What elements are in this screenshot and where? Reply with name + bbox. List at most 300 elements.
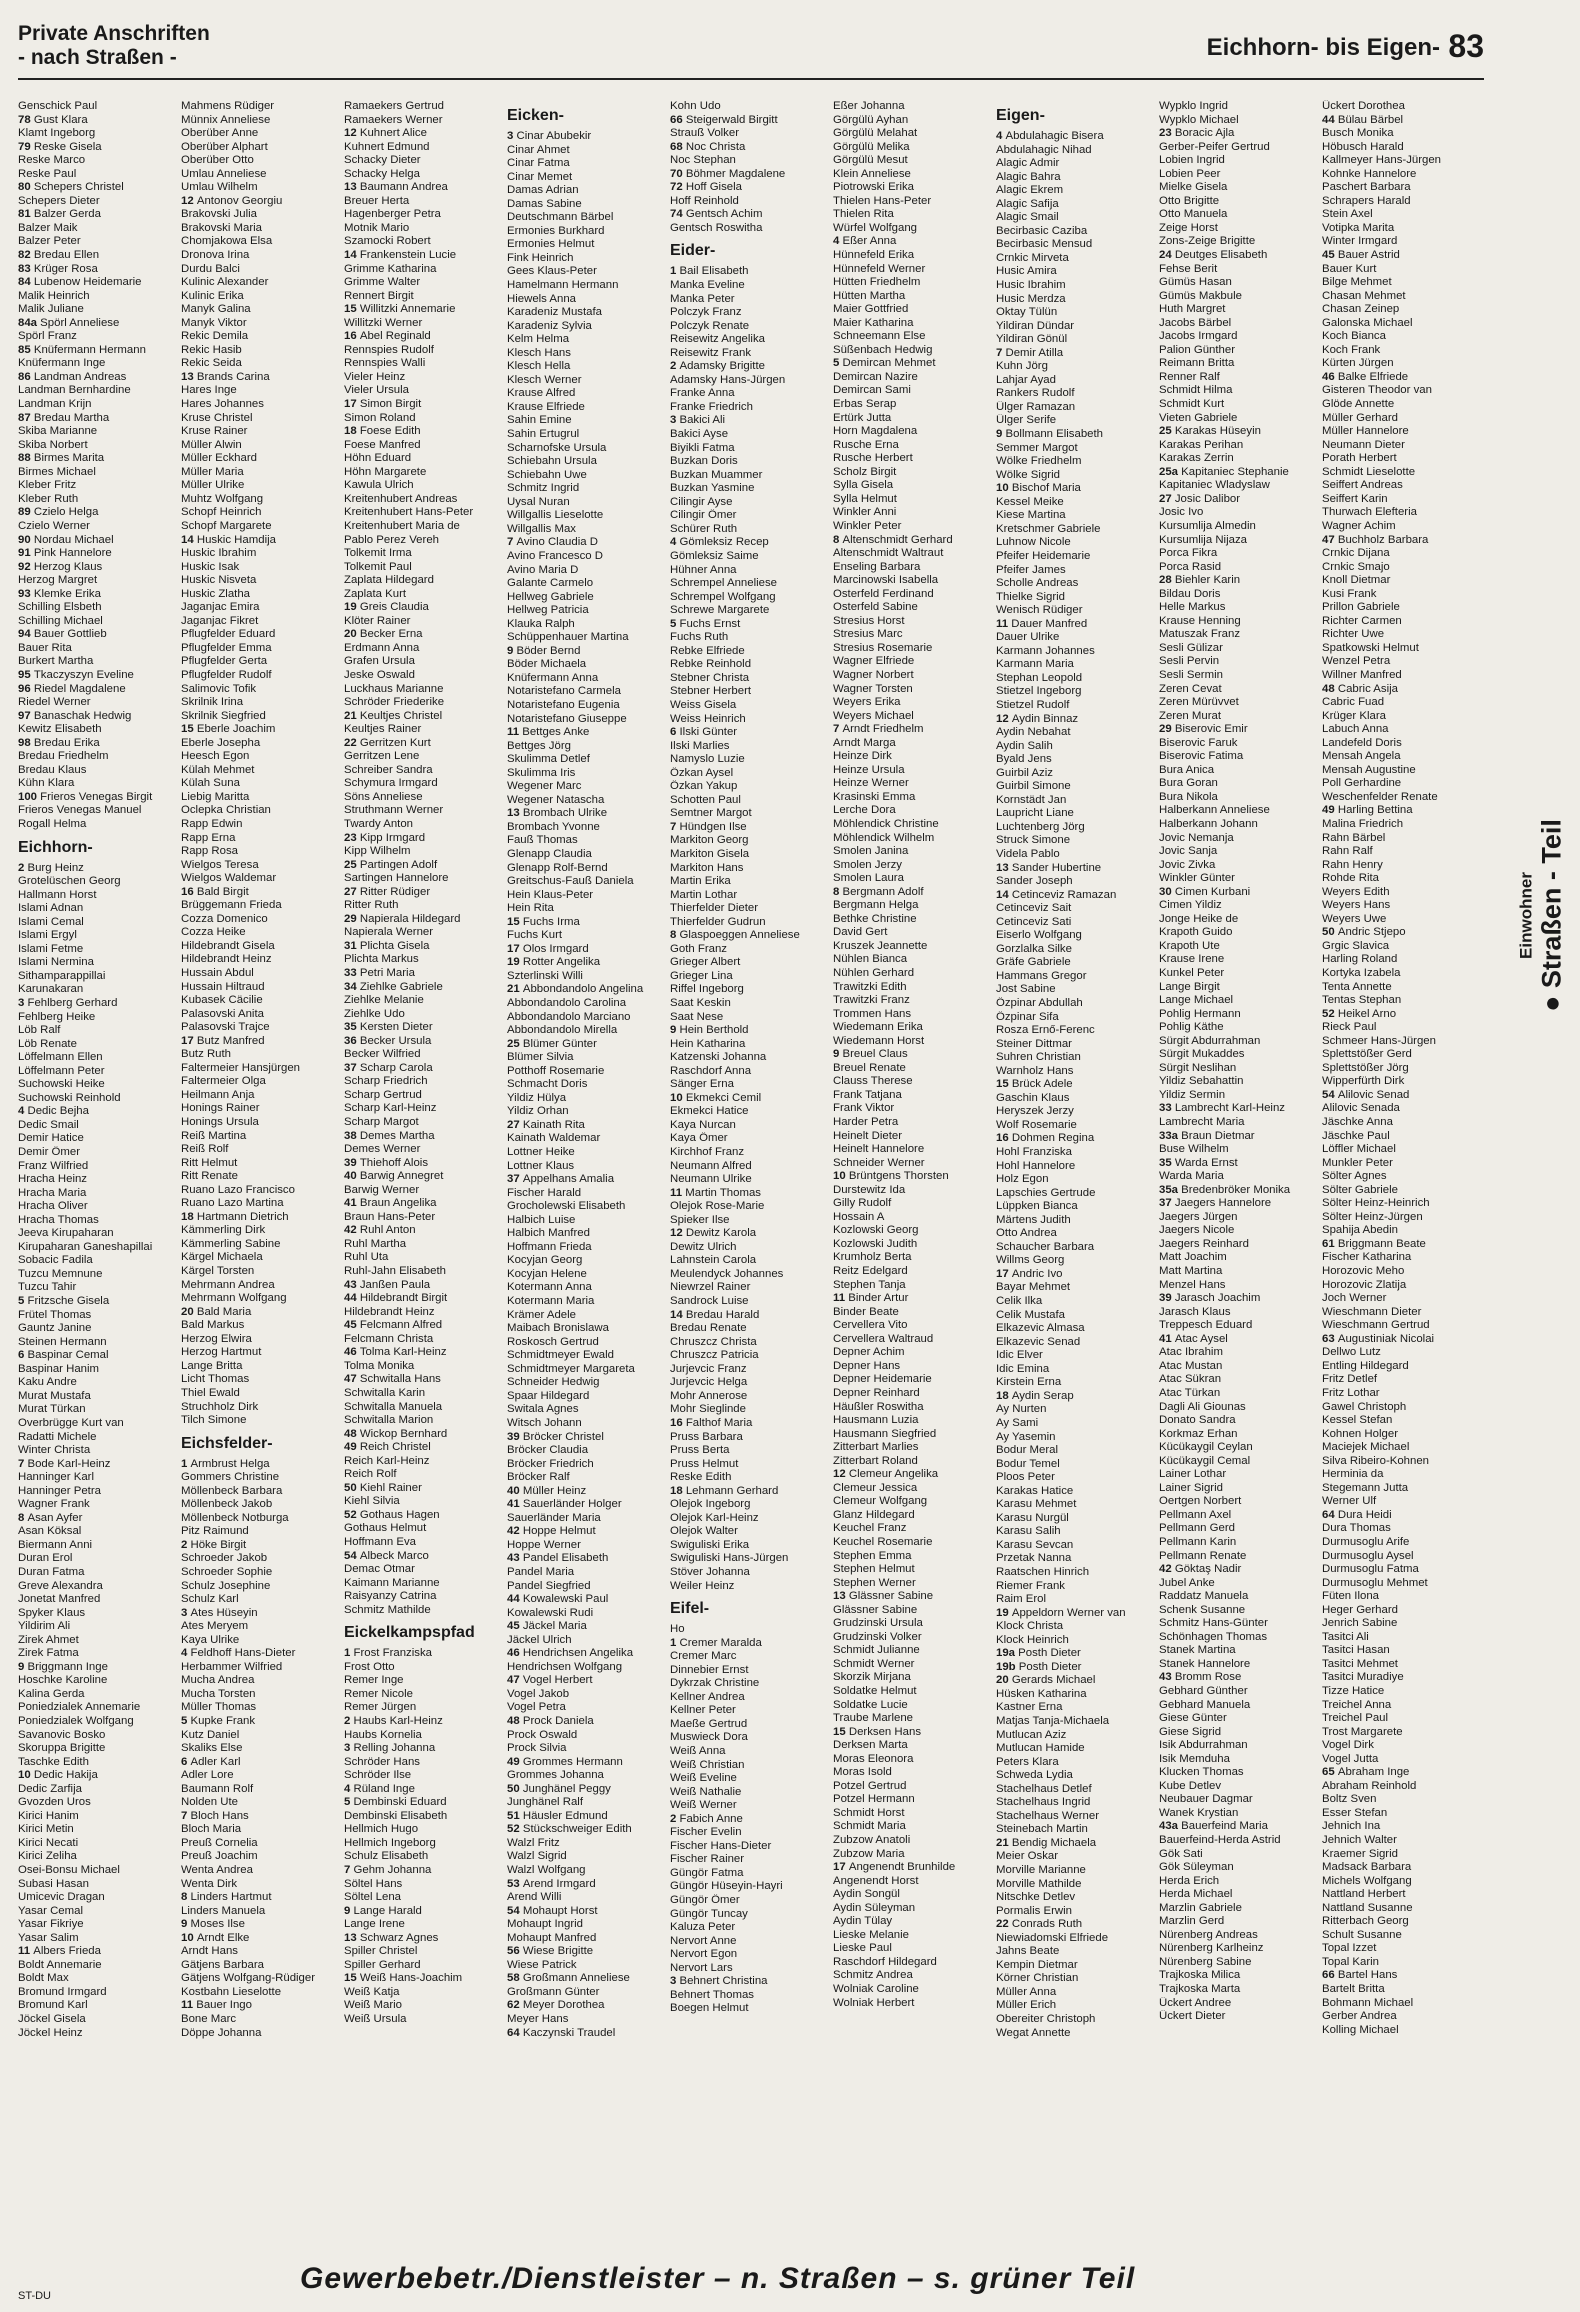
resident-entry: Nervort Egon xyxy=(670,1948,738,1961)
resident-entry: Entling Hildegard xyxy=(1322,1359,1409,1372)
resident-entry: Cinar Memet xyxy=(507,170,573,183)
resident-entry: Biserovic Faruk xyxy=(1159,736,1238,749)
resident-entry: Lottner Klaus xyxy=(507,1159,575,1172)
resident-entry: Wölke Sigrid xyxy=(996,468,1060,481)
resident-entry: Meyer Hans xyxy=(507,2013,569,2026)
resident-entry: Gawel Christoph xyxy=(1322,1400,1407,1413)
resident-entry: Karmann Johannes xyxy=(996,644,1095,657)
resident-entry: 33 Lambrecht Karl-Heinz xyxy=(1159,1102,1285,1115)
resident-entry: Abdulahagic Nihad xyxy=(996,143,1092,156)
resident-entry: Scharp Gertrud xyxy=(344,1088,422,1101)
resident-entry: Hellmich Hugo xyxy=(344,1823,419,1836)
resident-entry: Thurwach Elefteria xyxy=(1322,506,1417,519)
resident-entry: Frieros Venegas Manuel xyxy=(18,804,142,817)
resident-entry: Sänger Erna xyxy=(670,1078,734,1091)
resident-entry: 27 Josic Dalibor xyxy=(1159,492,1241,505)
resident-entry: 18 Lehmann Gerhard xyxy=(670,1484,779,1497)
resident-entry: Ekmekci Hatice xyxy=(670,1105,749,1118)
resident-entry: Galonska Michael xyxy=(1322,316,1413,329)
resident-entry: Nürenberg Andreas xyxy=(1159,1928,1258,1941)
resident-entry: Huskic Zlatha xyxy=(181,587,251,600)
resident-entry: Glenapp Rolf-Bernd xyxy=(507,861,608,874)
resident-entry: Mielke Gisela xyxy=(1159,181,1228,194)
resident-entry: Guirbil Aziz xyxy=(996,766,1053,779)
resident-entry: Kowalewski Rudi xyxy=(507,1606,594,1619)
resident-entry: Schopf Margarete xyxy=(181,519,272,532)
resident-entry: Pruss Barbara xyxy=(670,1430,743,1443)
resident-entry: Steinebach Martin xyxy=(996,1823,1088,1836)
resident-entry: Müller Eckhard xyxy=(181,452,257,465)
resident-entry: Heinelt Dieter xyxy=(833,1129,903,1142)
resident-entry: 2 Höke Birgit xyxy=(181,1538,247,1551)
resident-entry: Strauß Volker xyxy=(670,127,740,140)
resident-entry: Polczyk Franz xyxy=(670,306,742,319)
resident-entry: Mehrmann Wolfgang xyxy=(181,1292,287,1305)
resident-entry: 5 Fritzsche Gisela xyxy=(18,1295,110,1308)
resident-entry: 4 Abdulahagic Bisera xyxy=(996,130,1104,142)
resident-entry: Marzlin Gabriele xyxy=(1159,1901,1242,1914)
resident-entry: Willms Georg xyxy=(996,1254,1065,1267)
resident-entry: Enseling Barbara xyxy=(833,560,921,573)
resident-entry: Rahn Henry xyxy=(1322,858,1383,871)
resident-entry: Gebhard Günther xyxy=(1159,1684,1248,1697)
resident-entry: Wölke Friedhelm xyxy=(996,455,1082,468)
resident-entry: 17 Andric Ivo xyxy=(996,1267,1063,1280)
resident-entry: Jaegers Reinhard xyxy=(1159,1237,1249,1250)
resident-entry: Fischer Harald xyxy=(507,1186,582,1199)
resident-entry: Treichel Paul xyxy=(1322,1712,1389,1725)
directory-column xyxy=(1322,100,1485,2250)
resident-entry: Palasovski Trajce xyxy=(181,1021,270,1034)
resident-entry: Hein Rita xyxy=(507,902,554,915)
resident-entry: Weiler Heinz xyxy=(670,1579,735,1592)
resident-entry: Biserovic Fatima xyxy=(1159,750,1244,763)
resident-entry: Hoff Reinhold xyxy=(670,194,739,207)
resident-entry: Yildiz Hülya xyxy=(507,1091,567,1104)
resident-entry: 50 Kiehl Rainer xyxy=(344,1481,422,1494)
resident-entry: Poniedzialek Annemarie xyxy=(18,1701,141,1714)
resident-entry: Tuzcu Tahir xyxy=(18,1281,77,1294)
resident-entry: Frütel Thomas xyxy=(18,1308,92,1321)
resident-entry: Avino Maria D xyxy=(507,563,579,576)
resident-entry: 5 Fuchs Ernst xyxy=(670,617,741,630)
resident-entry: Scholle Andreas xyxy=(996,577,1079,590)
resident-entry: Müller Alwin xyxy=(181,438,242,451)
resident-entry: Hütten Friedhelm xyxy=(833,276,921,289)
resident-entry: Krause Alfred xyxy=(507,387,576,400)
resident-entry: Rusche Herbert xyxy=(833,452,913,465)
resident-entry: Ramaekers Werner xyxy=(344,113,443,126)
resident-entry: 8 Bergmann Adolf xyxy=(833,885,924,898)
resident-entry: Hoschke Karoline xyxy=(18,1674,108,1687)
resident-entry: Kaya Ömer xyxy=(670,1132,728,1145)
range-title: Eichhorn- bis Eigen- xyxy=(1206,34,1440,61)
resident-entry: 11 Bauer Ingo xyxy=(181,1999,252,2012)
resident-entry: Gauntz Janine xyxy=(18,1322,92,1335)
resident-entry: Grommes Johanna xyxy=(507,1769,604,1782)
resident-entry: Ritterbach Georg xyxy=(1322,1915,1409,1928)
resident-entry: Schmidt Maria xyxy=(833,1820,906,1833)
resident-entry: 19 Appeldorn Werner van xyxy=(996,1606,1126,1619)
resident-entry: Vieten Gabriele xyxy=(1159,411,1238,424)
resident-entry: Tolkemit Paul xyxy=(344,560,412,573)
resident-entry: 29 Napierala Hildegard xyxy=(344,912,461,925)
resident-entry: Thielke Sigrid xyxy=(996,590,1066,603)
directory-column xyxy=(670,100,833,2250)
resident-entry: Willgallis Lieselotte xyxy=(507,509,604,522)
resident-entry: Jöckel Heinz xyxy=(18,2026,83,2039)
resident-entry: Stephen Werner xyxy=(833,1576,916,1589)
resident-entry: Löffelmann Ellen xyxy=(18,1051,103,1064)
resident-entry: Baspinar Hanim xyxy=(18,1362,100,1375)
resident-entry: Nürenberg Sabine xyxy=(1159,1955,1252,1968)
resident-entry: Cervellera Waltraud xyxy=(833,1332,934,1345)
resident-entry: Klauka Ralph xyxy=(507,617,575,630)
resident-entry: Durmusoglu Fatma xyxy=(1322,1563,1419,1576)
resident-entry: Heger Gerhard xyxy=(1322,1603,1398,1616)
resident-entry: Märtens Judith xyxy=(996,1213,1071,1226)
resident-entry: Stietzel Rudolf xyxy=(996,698,1070,711)
resident-entry: Spieker Ilse xyxy=(670,1213,730,1226)
resident-entry: Herda Michael xyxy=(1159,1888,1233,1901)
resident-entry: 18 Hartmann Dietrich xyxy=(181,1210,289,1223)
resident-entry: Schreiber Sandra xyxy=(344,763,433,776)
resident-entry: Kastner Erna xyxy=(996,1701,1063,1714)
resident-entry: Ziehlke Udo xyxy=(344,1007,405,1020)
resident-entry: Umicevic Dragan xyxy=(18,1891,105,1904)
resident-entry: Arend Willi xyxy=(507,1891,562,1904)
resident-entry: Vogel Petra xyxy=(507,1701,566,1714)
resident-entry: 49 Harling Bettina xyxy=(1322,804,1413,817)
resident-entry: Keuchel Franz xyxy=(833,1522,907,1535)
resident-entry: Foese Manfred xyxy=(344,438,421,451)
resident-entry: 15 Weiß Hans-Joachim xyxy=(344,1972,463,1985)
resident-entry: Güngör Fatma xyxy=(670,1866,744,1879)
resident-entry: Kipp Wilhelm xyxy=(344,845,411,858)
resident-entry: Klöter Rainer xyxy=(344,614,411,627)
resident-entry: 45 Jäckel Maria xyxy=(507,1620,587,1633)
resident-entry: Kiehl Silvia xyxy=(344,1495,400,1508)
resident-entry: 25 Karakas Hüseyin xyxy=(1159,425,1261,438)
resident-entry: Lobien Ingrid xyxy=(1159,154,1225,167)
resident-entry: 79 Reske Gisela xyxy=(18,140,102,153)
resident-entry: Zubzow Maria xyxy=(833,1847,905,1860)
resident-entry: Jäschke Anna xyxy=(1322,1116,1393,1129)
resident-entry: Rapp Edwin xyxy=(181,817,243,830)
resident-entry: 21 Bendig Michaela xyxy=(996,1836,1097,1849)
resident-entry: Kocyjan Georg xyxy=(507,1254,583,1267)
resident-entry: 23 Boracic Ajla xyxy=(1159,127,1235,140)
resident-entry: Murat Mustafa xyxy=(18,1389,91,1402)
resident-entry: Reitz Edelgard xyxy=(833,1265,908,1278)
resident-entry: Yasar Cemal xyxy=(18,1904,83,1917)
resident-entry: Mensah Augustine xyxy=(1322,763,1416,776)
resident-entry: Hohl Franziska xyxy=(996,1146,1072,1159)
resident-entry: 92 Herzog Klaus xyxy=(18,560,103,573)
resident-entry: Frank Viktor xyxy=(833,1102,895,1115)
resident-entry: Husic Ibrahim xyxy=(996,279,1066,292)
resident-entry: 25a Kapitaniec Stephanie xyxy=(1159,465,1289,478)
resident-entry: Michels Wolfgang xyxy=(1322,1874,1412,1887)
resident-entry: Reiß Martina xyxy=(181,1129,247,1142)
resident-entry: Cilingir Ayse xyxy=(670,495,733,508)
resident-entry: Zirek Ahmet xyxy=(18,1633,79,1646)
resident-entry: Willitzki Werner xyxy=(344,316,423,329)
resident-entry: Silva Ribeiro-Kohnen xyxy=(1322,1454,1430,1467)
resident-entry: Stachelhaus Detlef xyxy=(996,1782,1092,1795)
resident-entry: Pflugfelder Emma xyxy=(181,641,272,654)
resident-entry: Adler Lore xyxy=(181,1769,234,1782)
resident-entry: Osterfeld Sabine xyxy=(833,601,918,614)
resident-entry: Hünnefeld Werner xyxy=(833,262,926,275)
resident-entry: Namyslo Luzie xyxy=(670,753,745,766)
resident-entry: Hoffmann Eva xyxy=(344,1535,416,1548)
resident-entry: Kreitenhubert Hans-Peter xyxy=(344,506,474,519)
resident-entry: 3 Ates Hüseyin xyxy=(181,1606,258,1619)
resident-entry: Karasu Salih xyxy=(996,1525,1061,1538)
resident-entry: Honings Rainer xyxy=(181,1102,260,1115)
resident-entry: 3 Cinar Abubekir xyxy=(507,130,592,142)
resident-entry: Sölter Heinz-Jürgen xyxy=(1322,1210,1423,1223)
resident-entry: Buzkan Muammer xyxy=(670,468,763,481)
resident-entry: Kelm Helma xyxy=(507,333,570,346)
resident-entry: Lahjar Ayad xyxy=(996,373,1056,386)
resident-entry: Klucken Thomas xyxy=(1159,1766,1244,1779)
resident-entry: Schrempel Anneliese xyxy=(670,577,778,590)
resident-entry: Pellmann Renate xyxy=(1159,1549,1247,1562)
resident-entry: Luchtenberg Jörg xyxy=(996,820,1085,833)
resident-entry: Schrempel Wolfgang xyxy=(670,590,776,603)
resident-entry: Schilling Elsbeth xyxy=(18,601,102,614)
resident-entry: Gentsch Roswitha xyxy=(670,221,763,234)
resident-entry: 81 Balzer Gerda xyxy=(18,208,101,221)
resident-entry: 47 Buchholz Barbara xyxy=(1322,533,1429,546)
resident-entry: Sandrock Luise xyxy=(670,1295,749,1308)
resident-entry: Asan Köksal xyxy=(18,1525,82,1538)
resident-entry: Stresius Rosemarie xyxy=(833,641,933,654)
resident-entry: Wanek Krystian xyxy=(1159,1806,1239,1819)
resident-entry: Palasovski Anita xyxy=(181,1007,264,1020)
resident-entry: Zeren Cevat xyxy=(1159,682,1222,695)
resident-entry: 39 Bröcker Christel xyxy=(507,1430,604,1443)
resident-entry: Winter Christa xyxy=(18,1444,91,1457)
resident-entry: Böder Michaela xyxy=(507,658,587,671)
resident-entry: Weiss Gisela xyxy=(670,698,737,711)
resident-entry: Halberkann Anneliese xyxy=(1159,804,1270,817)
resident-entry: 12 Kuhnert Alice xyxy=(344,127,427,140)
resident-entry: Arndt Hans xyxy=(181,1945,238,1958)
resident-entry: Stietzel Ingeborg xyxy=(996,685,1082,698)
resident-entry: Bloch Maria xyxy=(181,1823,242,1836)
resident-entry: Kohnen Holger xyxy=(1322,1427,1398,1440)
resident-entry: Trommen Hans xyxy=(833,1007,912,1020)
resident-entry: Pellmann Karin xyxy=(1159,1535,1237,1548)
resident-entry: 33 Petri Maria xyxy=(344,967,415,979)
resident-entry: Sartingen Hannelore xyxy=(344,872,449,885)
resident-entry: Heinze Werner xyxy=(833,777,909,790)
resident-entry: Heilmann Anja xyxy=(181,1088,255,1101)
resident-entry: Tasitci Muradiye xyxy=(1322,1671,1404,1684)
resident-entry: Hütten Martha xyxy=(833,289,906,302)
resident-entry: Fauß Thomas xyxy=(507,834,578,847)
resident-entry: 3 Relling Johanna xyxy=(344,1742,436,1755)
resident-entry: 14 Cetinceviz Ramazan xyxy=(996,888,1117,901)
resident-entry: Schiebahn Ursula xyxy=(507,455,597,468)
resident-entry: Reiß Rolf xyxy=(181,1143,229,1156)
resident-entry: 21 Keultjes Christel xyxy=(344,709,443,722)
resident-entry: Husic Amira xyxy=(996,265,1057,278)
resident-entry: 3 Bakici Ali xyxy=(670,414,726,427)
resident-entry: Krüger Klara xyxy=(1322,709,1386,722)
resident-entry: Stephen Tanja xyxy=(833,1278,906,1291)
resident-entry: Frost Otto xyxy=(344,1660,395,1673)
resident-entry: Rebke Reinhold xyxy=(670,658,752,671)
resident-entry: Möllenbeck Notburga xyxy=(181,1511,289,1524)
resident-entry: Füten Ilona xyxy=(1322,1590,1379,1603)
resident-entry: Krause Irene xyxy=(1159,953,1225,966)
resident-entry: Stachelhaus Werner xyxy=(996,1809,1099,1822)
resident-entry: Splettstößer Gerd xyxy=(1322,1048,1412,1061)
resident-entry: Labuch Anna xyxy=(1322,723,1389,736)
resident-entry: Trawitzki Edith xyxy=(833,980,907,993)
resident-entry: Scharp Margot xyxy=(344,1116,419,1129)
resident-entry: Schmeer Hans-Jürgen xyxy=(1322,1034,1436,1047)
resident-entry: Clemeur Jessica xyxy=(833,1481,918,1494)
resident-entry: Weiß Werner xyxy=(670,1799,737,1812)
resident-entry: 42 Göktaş Nadir xyxy=(1159,1563,1242,1576)
resident-entry: Durmusoglu Aysel xyxy=(1322,1549,1414,1562)
resident-entry: Kaimann Marianne xyxy=(344,1576,440,1589)
resident-entry: Großmann Günter xyxy=(507,1985,600,1998)
resident-entry: 1 Bail Elisabeth xyxy=(670,265,749,278)
resident-entry: Kirici Hanim xyxy=(18,1809,79,1822)
resident-entry: Schrapers Harald xyxy=(1322,194,1411,207)
resident-entry: 43 Bromm Rose xyxy=(1159,1671,1242,1684)
resident-entry: Kirici Metin xyxy=(18,1823,74,1836)
resident-entry: Savanovic Bosko xyxy=(18,1728,106,1741)
resident-entry: Byald Jens xyxy=(996,753,1052,766)
resident-entry: Crnkic Mirveta xyxy=(996,251,1069,264)
resident-entry: Jacobs Irmgard xyxy=(1159,330,1238,343)
resident-entry: Clauss Therese xyxy=(833,1075,913,1088)
resident-entry: 37 Scharp Carola xyxy=(344,1061,433,1074)
resident-entry: Bauerfeind-Herda Astrid xyxy=(1159,1834,1281,1846)
resident-entry: Bura Goran xyxy=(1159,777,1218,790)
resident-entry: Pandel Siegfried xyxy=(507,1579,591,1592)
resident-entry: Topal Izzet xyxy=(1322,1942,1377,1955)
resident-entry: Durstewitz Ida xyxy=(833,1183,906,1196)
resident-entry: Maciejek Michael xyxy=(1322,1441,1410,1454)
resident-entry: Schürer Ruth xyxy=(670,522,738,535)
resident-entry: Olejok Karl-Heinz xyxy=(670,1511,759,1524)
resident-entry: Walzl Sigrid xyxy=(507,1850,567,1863)
resident-entry: Kücükaygil Cemal xyxy=(1159,1454,1251,1467)
resident-entry: Schmitz Ingrid xyxy=(507,482,580,495)
resident-entry: Schulz Karl xyxy=(181,1593,239,1606)
resident-entry: Hammans Gregor xyxy=(996,969,1087,982)
resident-entry: Cinar Fatma xyxy=(507,157,570,170)
resident-entry: Szamocki Robert xyxy=(344,235,431,248)
resident-entry: Jacobs Bärbel xyxy=(1159,316,1232,329)
directory-column xyxy=(344,100,507,2250)
resident-entry: Kirici Necati xyxy=(18,1836,79,1849)
resident-entry: Raatschen Hinrich xyxy=(996,1565,1090,1578)
resident-entry: 5 Dembinski Eduard xyxy=(344,1796,447,1809)
resident-entry: Faltermeier Hansjürgen xyxy=(181,1061,301,1074)
resident-entry: Dembinski Elisabeth xyxy=(344,1809,448,1822)
resident-entry: Otto Manuela xyxy=(1159,208,1228,221)
resident-entry: 24 Deutges Elisabeth xyxy=(1159,249,1268,262)
resident-entry: Wiedemann Erika xyxy=(833,1021,923,1034)
resident-entry: Skaliks Else xyxy=(181,1742,243,1755)
resident-entry: Kunkel Peter xyxy=(1159,967,1225,979)
resident-entry: Häußler Roswitha xyxy=(833,1400,924,1413)
resident-entry: 10 Brüntgens Thorsten xyxy=(833,1170,949,1183)
resident-entry: Koch Frank xyxy=(1322,343,1381,356)
resident-entry: Krasinski Emma xyxy=(833,790,916,803)
resident-entry: Kreitenhubert Maria de xyxy=(344,519,460,532)
resident-entry: Abraham Reinhold xyxy=(1322,1779,1417,1792)
resident-entry: Pflugfelder Gerta xyxy=(181,655,268,668)
resident-entry: Weiß Eveline xyxy=(670,1772,737,1785)
resident-entry: Klein Anneliese xyxy=(833,167,911,180)
resident-entry: Ückert Andree xyxy=(1159,1996,1232,2009)
resident-entry: Söns Anneliese xyxy=(344,790,423,803)
resident-entry: Knüfermann Anna xyxy=(507,671,599,684)
resident-entry: 48 Wickop Bernhard xyxy=(344,1427,448,1440)
resident-entry: Schüppenhauer Martina xyxy=(507,631,629,644)
resident-entry: 8 Altenschmidt Gerhard xyxy=(833,533,953,546)
resident-entry: 13 Brombach Ulrike xyxy=(507,807,608,820)
resident-entry: Depner Hans xyxy=(833,1359,901,1372)
resident-entry: Hühner Anna xyxy=(670,563,737,576)
resident-entry: Landefeld Doris xyxy=(1322,736,1402,749)
resident-entry: 82 Bredau Ellen xyxy=(18,249,100,262)
resident-entry: Hracha Oliver xyxy=(18,1200,88,1213)
resident-entry: Mahmens Rüdiger xyxy=(181,100,275,112)
resident-entry: Cilingir Ömer xyxy=(670,509,737,522)
resident-entry: Schmidt Werner xyxy=(833,1657,915,1670)
resident-entry: Krause Elfriede xyxy=(507,400,585,413)
resident-entry: Kaku Andre xyxy=(18,1376,77,1389)
resident-entry: Kubasek Cäcilie xyxy=(181,994,263,1007)
resident-entry: Islami Nermina xyxy=(18,956,94,969)
resident-entry: Baumann Rolf xyxy=(181,1782,254,1795)
resident-entry: Uysal Nuran xyxy=(507,495,570,508)
resident-entry: Sesli Gülizar xyxy=(1159,641,1223,654)
resident-entry: Giese Günter xyxy=(1159,1712,1227,1725)
resident-entry: Winkler Peter xyxy=(833,519,902,532)
resident-entry: Bohmann Michael xyxy=(1322,1996,1414,2009)
directory-column xyxy=(996,100,1159,2250)
resident-entry: 48 Prock Daniela xyxy=(507,1714,594,1727)
resident-entry: Aydin Süleyman xyxy=(833,1901,916,1914)
resident-entry: Haubs Kornelia xyxy=(344,1728,422,1741)
resident-entry: Brüggemann Frieda xyxy=(181,899,282,912)
resident-entry: Niewrzel Rainer xyxy=(670,1281,751,1294)
resident-entry: Soldatke Helmut xyxy=(833,1684,917,1697)
resident-entry: Noc Stephan xyxy=(670,154,736,167)
resident-entry: 11 Binder Artur xyxy=(833,1292,909,1305)
resident-entry: Gothaus Helmut xyxy=(344,1522,427,1535)
resident-entry: Kuhn Jörg xyxy=(996,360,1048,373)
resident-entry: Hellweg Gabriele xyxy=(507,590,594,603)
resident-entry: Karasu Sevcan xyxy=(996,1538,1074,1551)
resident-entry: 13 Baumann Andrea xyxy=(344,181,448,194)
resident-entry: 9 Breuel Claus xyxy=(833,1048,908,1061)
resident-entry: 5 Kupke Frank xyxy=(181,1714,256,1727)
resident-entry: 9 Hein Berthold xyxy=(670,1024,749,1037)
